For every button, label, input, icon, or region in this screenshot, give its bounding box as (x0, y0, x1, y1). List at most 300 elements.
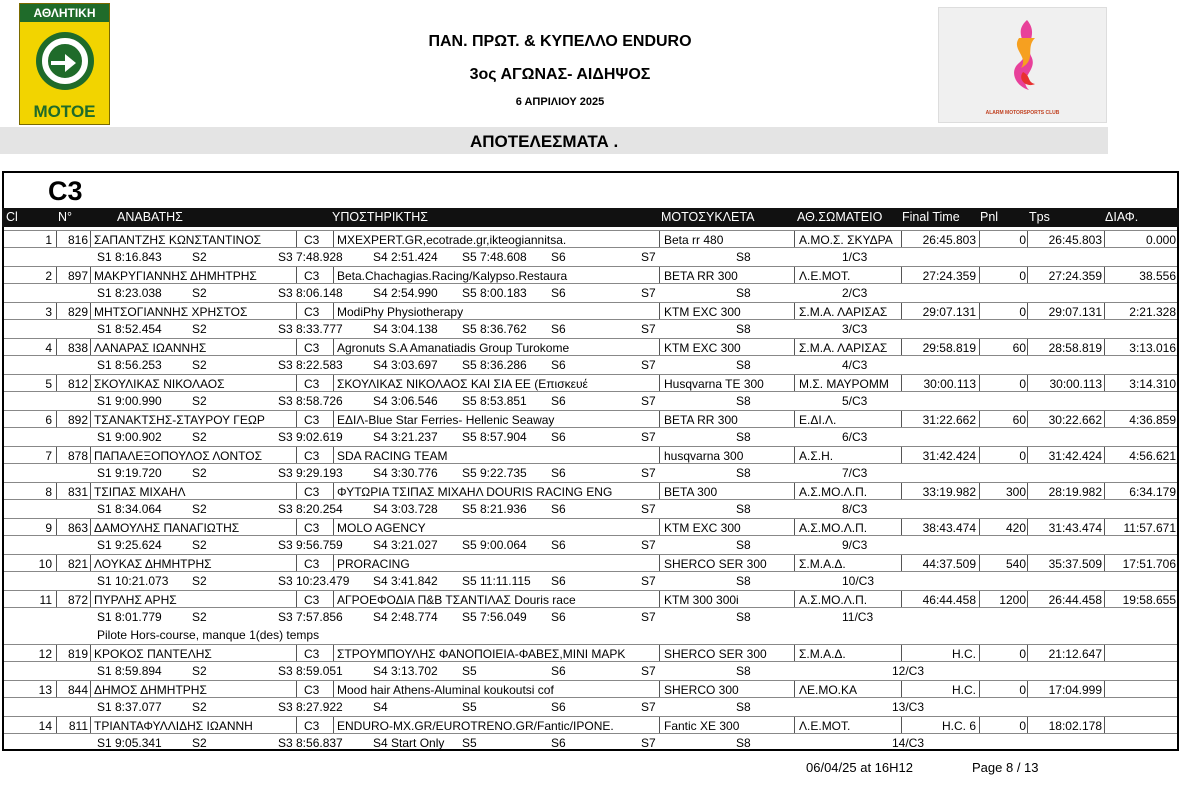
row-penalty: 420 (1005, 521, 1026, 535)
row-class: C3 (304, 233, 320, 247)
cell-divider (1027, 339, 1028, 355)
cell-divider (1027, 375, 1028, 391)
row-number: 819 (67, 647, 88, 661)
cell-divider (979, 447, 980, 463)
page-number: Page 8 / 13 (972, 760, 1039, 775)
flame-logo-icon (939, 8, 1108, 108)
cell-divider (333, 231, 334, 247)
cell-divider (296, 483, 297, 499)
class-rank: 2/C3 (842, 286, 868, 300)
split-times-row (4, 428, 1177, 446)
cell-divider (659, 591, 660, 607)
table-row (4, 590, 1177, 608)
row-pos: 3 (45, 305, 52, 319)
cell-divider (979, 483, 980, 499)
cell-divider (1027, 717, 1028, 733)
split-s1: S1 9:00.990 (97, 394, 162, 408)
row-pos: 12 (38, 647, 52, 661)
split-s5: S5 (462, 736, 477, 750)
split-times-row (4, 536, 1177, 554)
cell-divider (979, 645, 980, 661)
table-row (4, 374, 1177, 392)
split-s8: S8 (736, 286, 751, 300)
split-s6: S6 (551, 538, 566, 552)
split-s2: S2 (192, 322, 207, 336)
row-time: 28:19.982 (1048, 485, 1102, 499)
row-class: C3 (304, 521, 320, 535)
cell-divider (90, 681, 91, 697)
split-s8: S8 (736, 358, 751, 372)
cell-divider (1027, 231, 1028, 247)
cell-divider (296, 231, 297, 247)
split-times-row (4, 608, 1177, 626)
split-s2: S2 (192, 466, 207, 480)
cell-divider (794, 591, 795, 607)
class-rank: 6/C3 (842, 430, 868, 444)
row-class: C3 (304, 305, 320, 319)
row-bike: BETA RR 300 (664, 269, 738, 283)
table-row (4, 266, 1177, 284)
row-penalty: 0 (1019, 647, 1026, 661)
cell-divider (1027, 591, 1028, 607)
row-class: C3 (304, 413, 320, 427)
cell-divider (979, 339, 980, 355)
row-rider: ΛΑΝΑΡΑΣ ΙΩΑΝΝΗΣ (94, 341, 207, 355)
row-time: 31:42.424 (1048, 449, 1102, 463)
split-s4: S4 3:03.697 (373, 358, 438, 372)
row-diff: 4:36.859 (1129, 413, 1176, 427)
split-s3: S3 8:06.148 (278, 286, 343, 300)
row-diff: 19:58.655 (1122, 593, 1176, 607)
row-number: 811 (68, 719, 88, 733)
row-final-time: 27:24.359 (922, 269, 976, 283)
row-final-time: 29:58.819 (922, 341, 976, 355)
cell-divider (659, 681, 660, 697)
row-rider: ΤΡΙΑΝΤΑΦΥΛΛΙΔΗΣ ΙΩΑΝΝΗ (94, 719, 253, 733)
split-s5: S5 9:00.064 (462, 538, 527, 552)
cell-divider (794, 267, 795, 283)
cell-divider (794, 519, 795, 535)
split-s5: S5 8:00.183 (462, 286, 527, 300)
split-s2: S2 (192, 610, 207, 624)
split-s7: S7 (641, 700, 656, 714)
table-header (2, 208, 1179, 227)
split-s6: S6 (551, 610, 566, 624)
row-class: C3 (304, 341, 320, 355)
event-date: 6 ΑΠΡΙΛΙΟΥ 2025 (515, 96, 605, 108)
split-s1: S1 8:59.894 (97, 664, 162, 678)
row-rider: ΔΑΜΟΥΛΗΣ ΠΑΝΑΓΙΩΤΗΣ (94, 521, 240, 535)
cell-divider (1027, 519, 1028, 535)
cell-divider (333, 483, 334, 499)
cell-divider (90, 231, 91, 247)
cell-divider (901, 591, 902, 607)
split-s4: S4 3:21.027 (373, 538, 438, 552)
row-number: 812 (67, 377, 88, 391)
row-final-time: H.C. 6 (941, 719, 976, 733)
row-time: 27:24.359 (1048, 269, 1102, 283)
split-times-row (4, 320, 1177, 338)
split-s4: S4 2:51.424 (373, 250, 438, 264)
split-s6: S6 (551, 700, 566, 714)
row-time: 35:37.509 (1048, 557, 1102, 571)
split-times-row (4, 734, 1177, 752)
split-s5: S5 7:56.049 (462, 610, 527, 624)
cell-divider (90, 267, 91, 283)
row-number: 816 (67, 233, 88, 247)
table-row (4, 446, 1177, 464)
split-s8: S8 (736, 394, 751, 408)
split-s5: S5 8:36.762 (462, 322, 527, 336)
row-club: Σ.Μ.Α.Δ. (799, 557, 846, 571)
row-sponsor: MOLO AGENCY (337, 521, 426, 535)
split-s2: S2 (192, 250, 207, 264)
split-s3: S3 8:22.583 (278, 358, 343, 372)
cell-divider (659, 375, 660, 391)
split-s6: S6 (551, 574, 566, 588)
cell-divider (794, 447, 795, 463)
results-label: ΑΠΟΤΕΛΕΣΜΑΤΑ . (470, 132, 619, 151)
split-s8: S8 (736, 502, 751, 516)
row-class: C3 (304, 557, 320, 571)
split-s1: S1 8:34.064 (97, 502, 162, 516)
row-sponsor: ΑΓΡΟΕΦΟΔΙΑ Π&Β ΤΣΑΝΤΙΛΑΣ Douris race (337, 593, 576, 607)
row-final-time: H.C. (952, 647, 976, 661)
split-times-row (4, 356, 1177, 374)
split-s8: S8 (736, 700, 751, 714)
split-times-row (4, 572, 1177, 590)
cell-divider (901, 555, 902, 571)
cell-divider (1027, 555, 1028, 571)
table-row (4, 338, 1177, 356)
split-s7: S7 (641, 502, 656, 516)
cell-divider (901, 645, 902, 661)
row-rider: ΜΗΤΣΟΓΙΑΝΝΗΣ ΧΡΗΣΤΟΣ (94, 305, 248, 319)
cell-divider (296, 681, 297, 697)
split-times-row (4, 248, 1177, 266)
cell-divider (901, 681, 902, 697)
logo-left-top-text: ΑΘΛΗΤΙΚΗ (20, 4, 109, 22)
cell-divider (296, 411, 297, 427)
split-s4: S4 3:41.842 (373, 574, 438, 588)
cell-divider (296, 267, 297, 283)
cell-divider (901, 267, 902, 283)
split-s5: S5 (462, 700, 477, 714)
row-time: 17:04.999 (1048, 683, 1102, 697)
split-s6: S6 (551, 394, 566, 408)
row-penalty: 0 (1019, 719, 1026, 733)
cell-divider (794, 339, 795, 355)
row-final-time: 30:00.113 (923, 377, 976, 391)
row-final-time: 44:37.509 (922, 557, 976, 571)
out-of-race-note: Pilote Hors-course, manque 1(des) temps (97, 628, 320, 642)
split-s2: S2 (192, 538, 207, 552)
cell-divider (1104, 645, 1105, 661)
split-s1: S1 8:01.779 (97, 610, 162, 624)
cell-divider (90, 303, 91, 319)
split-s6: S6 (551, 466, 566, 480)
row-club: Σ.Μ.Α.Δ. (799, 647, 846, 661)
row-pos: 2 (45, 269, 52, 283)
cell-divider (90, 375, 91, 391)
split-s3: S3 8:20.254 (278, 502, 343, 516)
cell-divider (659, 483, 660, 499)
split-s1: S1 8:23.038 (97, 286, 162, 300)
split-s2: S2 (192, 574, 207, 588)
split-s7: S7 (641, 466, 656, 480)
row-club: Α.Σ.Η. (799, 449, 834, 463)
row-rider: ΤΣΙΠΑΣ ΜΙΧΑΗΛ (94, 485, 186, 499)
split-s4: S4 3:21.237 (373, 430, 438, 444)
row-bike: Husqvarna TE 300 (664, 377, 764, 391)
row-sponsor: Mood hair Athens-Aluminal koukoutsi cof (337, 683, 554, 697)
cell-divider (296, 717, 297, 733)
row-pos: 4 (45, 341, 52, 355)
row-rider: ΔΗΜΟΣ ΔΗΜΗΤΡΗΣ (94, 683, 207, 697)
row-sponsor: PRORACING (337, 557, 410, 571)
cell-divider (794, 303, 795, 319)
row-rider: ΣΑΠΑΝΤΖΗΣ ΚΩΝΣΤΑΝΤΙΝΟΣ (94, 233, 262, 247)
split-s2: S2 (192, 430, 207, 444)
col-cl: Cl (6, 210, 18, 224)
row-rider: ΜΑΚΡΥΓΙΑΝΝΗΣ ΔΗΜΗΤΡΗΣ (94, 269, 257, 283)
row-final-time: H.C. (952, 683, 976, 697)
federation-logo (19, 3, 110, 125)
row-sponsor: MXEXPERT.GR,ecotrade.gr,ikteogiannitsa. (337, 233, 567, 247)
class-rank: 11/C3 (842, 610, 874, 624)
col-final: Final Time (902, 210, 960, 224)
col-pnl: Pnl (980, 210, 999, 224)
row-number: 829 (67, 305, 88, 319)
results-banner (0, 127, 1108, 154)
row-penalty: 0 (1019, 269, 1026, 283)
row-class: C3 (304, 485, 320, 499)
row-class: C3 (304, 593, 320, 607)
col-sponsor: ΥΠΟΣΤΗΡΙΚΤΗΣ (332, 210, 429, 224)
row-penalty: 0 (1019, 449, 1026, 463)
class-rank: 8/C3 (842, 502, 868, 516)
row-diff: 3:13.016 (1129, 341, 1176, 355)
split-s4: S4 3:13.702 (373, 664, 438, 678)
row-bike: SHERCO SER 300 (664, 647, 767, 661)
row-club: Α.Σ.ΜΟ.Λ.Π. (799, 521, 868, 535)
col-rider: ΑΝΑΒΑΤΗΣ (117, 210, 183, 224)
class-rank: 4/C3 (842, 358, 868, 372)
split-s5: S5 8:57.904 (462, 430, 527, 444)
split-s7: S7 (641, 610, 656, 624)
row-bike: husqvarna 300 (664, 449, 744, 463)
row-club: Ε.ΔΙ.Λ. (799, 413, 837, 427)
row-time: 21:12.647 (1048, 647, 1102, 661)
row-penalty: 540 (1005, 557, 1026, 571)
cell-divider (1027, 645, 1028, 661)
row-final-time: 31:42.424 (922, 449, 976, 463)
row-diff: 3:14.310 (1129, 377, 1176, 391)
cell-divider (333, 411, 334, 427)
cell-divider (794, 375, 795, 391)
row-pos: 13 (38, 683, 52, 697)
row-diff: 2:21.328 (1129, 305, 1176, 319)
table-row (4, 680, 1177, 698)
row-bike: Beta rr 480 (664, 233, 724, 247)
row-time: 30:00.113 (1049, 377, 1102, 391)
cell-divider (90, 717, 91, 733)
split-s1: S1 8:52.454 (97, 322, 162, 336)
row-club: Α.Σ.ΜΟ.Λ.Π. (799, 485, 868, 499)
row-pos: 8 (45, 485, 52, 499)
row-class: C3 (304, 683, 320, 697)
class-rank: 9/C3 (842, 538, 868, 552)
split-s5: S5 8:36.286 (462, 358, 527, 372)
row-bike: SHERCO 300 (664, 683, 739, 697)
cell-divider (296, 645, 297, 661)
cell-divider (979, 267, 980, 283)
cell-divider (979, 375, 980, 391)
cell-divider (901, 231, 902, 247)
row-bike: KTM 300 300i (664, 593, 739, 607)
row-number: 872 (67, 593, 88, 607)
split-s8: S8 (736, 430, 751, 444)
cell-divider (794, 681, 795, 697)
table-row (4, 482, 1177, 500)
row-sponsor: ENDURO-MX.GR/EUROTRENO.GR/Fantic/IPONE. (337, 719, 614, 733)
split-s1: S1 9:25.624 (97, 538, 162, 552)
row-club: Σ.Μ.Α. ΛΑΡΙΣΑΣ (799, 341, 888, 355)
row-bike: KTM EXC 300 (664, 305, 741, 319)
cell-divider (1027, 483, 1028, 499)
row-number: 831 (67, 485, 88, 499)
cell-divider (1027, 267, 1028, 283)
split-s7: S7 (641, 538, 656, 552)
cell-divider (659, 645, 660, 661)
split-s2: S2 (192, 736, 207, 750)
split-s2: S2 (192, 700, 207, 714)
split-s7: S7 (641, 250, 656, 264)
split-s2: S2 (192, 358, 207, 372)
cell-divider (333, 681, 334, 697)
row-class: C3 (304, 377, 320, 391)
cell-divider (794, 231, 795, 247)
split-s3: S3 7:48.928 (278, 250, 343, 264)
row-club: Α.ΜΟ.Σ. ΣΚΥΔΡΑ (799, 233, 893, 247)
split-s3: S3 10:23.479 (278, 574, 350, 588)
split-s6: S6 (551, 250, 566, 264)
cell-divider (333, 591, 334, 607)
split-s7: S7 (641, 574, 656, 588)
row-bike: Fantic XE 300 (664, 719, 740, 733)
cell-divider (333, 339, 334, 355)
split-s2: S2 (192, 502, 207, 516)
class-rank: 5/C3 (842, 394, 868, 408)
row-number: 821 (67, 557, 88, 571)
row-number: 838 (67, 341, 88, 355)
split-s5: S5 9:22.735 (462, 466, 527, 480)
row-pos: 6 (45, 413, 52, 427)
split-s5: S5 (462, 664, 477, 678)
split-s6: S6 (551, 358, 566, 372)
row-number: 863 (67, 521, 88, 535)
cell-divider (333, 519, 334, 535)
split-s2: S2 (192, 664, 207, 678)
split-s5: S5 8:53.851 (462, 394, 527, 408)
split-times-row (4, 662, 1177, 680)
row-number: 844 (67, 683, 88, 697)
row-rider: ΤΣΑΝΑΚΤΣΗΣ-ΣΤΑΥΡΟΥ ΓΕΩΡ (94, 413, 265, 427)
split-s7: S7 (641, 664, 656, 678)
cell-divider (901, 519, 902, 535)
split-s7: S7 (641, 394, 656, 408)
split-s8: S8 (736, 664, 751, 678)
split-s3: S3 8:58.726 (278, 394, 343, 408)
class-rank: 14/C3 (892, 736, 925, 750)
row-number: 897 (67, 269, 88, 283)
split-s1: S1 8:37.077 (97, 700, 162, 714)
row-diff: 6:34.179 (1129, 485, 1176, 499)
row-class: C3 (304, 269, 320, 283)
row-club: Λ.Ε.ΜΟΤ. (799, 719, 851, 733)
cell-divider (979, 591, 980, 607)
cell-divider (296, 303, 297, 319)
row-bike: KTM EXC 300 (664, 521, 741, 535)
row-sponsor: ΣΤΡΟΥΜΠΟΥΛΗΣ ΦΑΝΟΠΟΙΕΙΑ-ΦΑΒΕΣ,MINI ΜΑΡΚ (337, 647, 626, 661)
class-rank: 1/C3 (842, 250, 868, 264)
row-penalty: 1200 (999, 593, 1026, 607)
split-s3: S3 7:57.856 (278, 610, 343, 624)
split-s6: S6 (551, 664, 566, 678)
event-title: ΠΑΝ. ΠΡΩΤ. & ΚΥΠΕΛΛΟ ENDURO (428, 33, 692, 50)
row-rider: ΠΥΡΛΗΣ ΑΡΗΣ (94, 593, 177, 607)
split-s8: S8 (736, 466, 751, 480)
split-s8: S8 (736, 574, 751, 588)
row-time: 31:43.474 (1048, 521, 1102, 535)
cell-divider (1027, 681, 1028, 697)
row-time: 18:02.178 (1048, 719, 1102, 733)
cell-divider (333, 717, 334, 733)
cell-divider (333, 375, 334, 391)
table-row (4, 410, 1177, 428)
split-times-row (4, 698, 1177, 716)
cell-divider (901, 303, 902, 319)
split-s6: S6 (551, 736, 566, 750)
split-s8: S8 (736, 736, 751, 750)
split-s4: S4 Start Only (373, 736, 445, 750)
row-time: 28:58.819 (1048, 341, 1102, 355)
table-row (4, 554, 1177, 572)
row-rider: ΛΟΥΚΑΣ ΔΗΜΗΤΡΗΣ (94, 557, 212, 571)
row-sponsor: Beta.Chachagias.Racing/Kalypso.Restaura (337, 269, 568, 283)
row-class: C3 (304, 647, 320, 661)
split-s3: S3 9:56.759 (278, 538, 343, 552)
table-row (4, 644, 1177, 662)
cell-divider (979, 681, 980, 697)
split-s1: S1 8:56.253 (97, 358, 162, 372)
cell-divider (90, 519, 91, 535)
row-time: 30:22.662 (1048, 413, 1102, 427)
class-rank: 7/C3 (842, 466, 868, 480)
cell-divider (901, 375, 902, 391)
class-rank: 12/C3 (892, 664, 925, 678)
row-pos: 11 (39, 593, 52, 607)
row-bike: BETA RR 300 (664, 413, 738, 427)
split-times-row (4, 284, 1177, 302)
cell-divider (90, 483, 91, 499)
row-final-time: 46:44.458 (922, 593, 976, 607)
col-tps: Tps (1029, 210, 1050, 224)
cell-divider (979, 519, 980, 535)
cell-divider (1027, 411, 1028, 427)
split-s7: S7 (641, 736, 656, 750)
class-rank: 13/C3 (892, 700, 925, 714)
